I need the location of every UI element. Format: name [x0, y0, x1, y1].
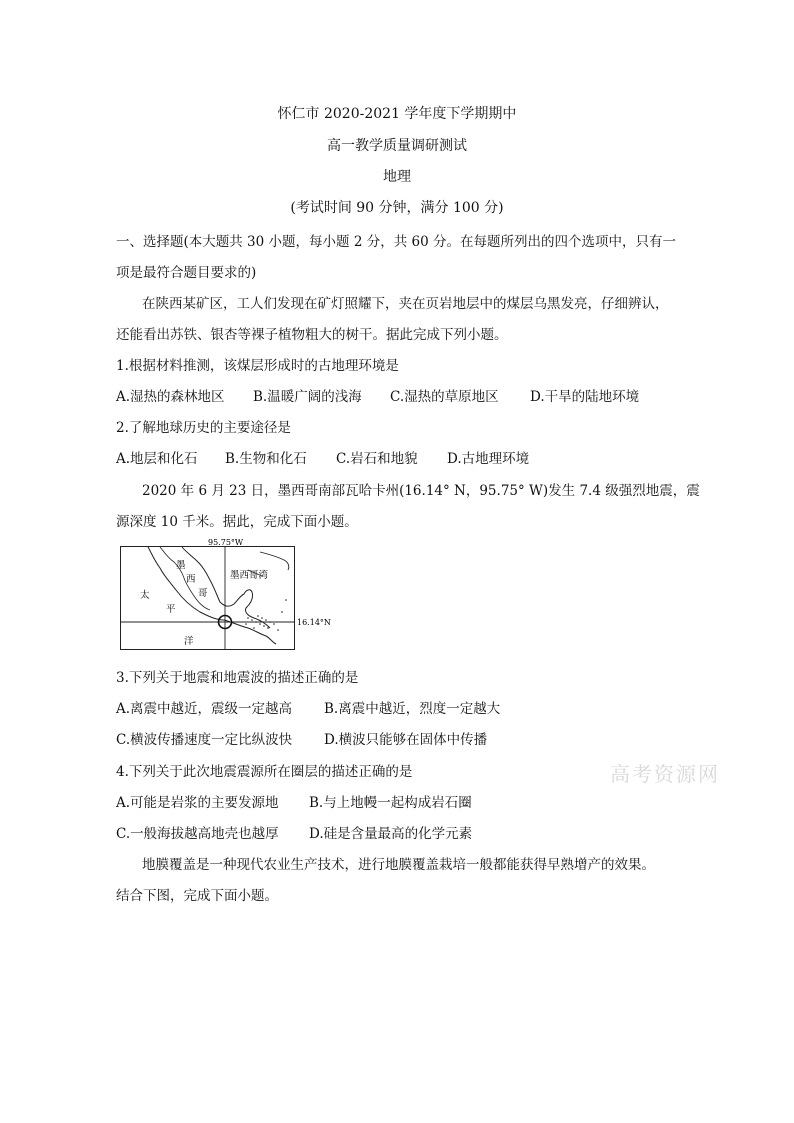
passage1-line2: 还能看出苏铁、银杏等裸子植物粗大的树干。据此完成下列小题。	[116, 327, 508, 343]
section-heading-line2: 项是最符合题目要求的)	[116, 265, 257, 281]
q3-option-a: A.离震中越近，震级一定越高	[116, 701, 293, 717]
q3-option-c: C.横波传播速度一定比纵波快	[116, 732, 293, 748]
exam-subtitle: 高一教学质量调研测试	[327, 138, 467, 154]
q2-option-a: A.地层和化石	[116, 451, 198, 467]
longitude-label: 95.75°W	[208, 538, 244, 547]
q1-stem: 1.根据材料推测，该煤层形成时的古地理环境是	[116, 358, 399, 374]
q4-option-d: D.硅是含量最高的化学元素	[309, 826, 473, 842]
section-heading-line1: 一、选择题(本大题共 30 小题，每小题 2 分，共 60 分。在每题所列出的四个选项中，只有一	[116, 234, 676, 250]
q1-option-d: D.干旱的陆地环境	[530, 389, 640, 405]
q4-option-c: C.一般海拔越高地壳也越厚	[116, 826, 279, 842]
map-label-pacific-2: 平	[166, 604, 176, 615]
watermark: 高考资源网	[610, 762, 720, 786]
q4-option-a: A.可能是岩浆的主要发源地	[116, 795, 279, 811]
latitude-label: 16.14°N	[297, 618, 331, 627]
cuba-outline	[260, 552, 289, 570]
passage3-line1: 地膜覆盖是一种现代农业生产技术，进行地膜覆盖栽培一般都能获得早熟增产的效果。	[142, 857, 655, 873]
q3-option-b: B.离震中越近，烈度一定越大	[324, 701, 501, 717]
map-label-pacific-3: 洋	[184, 636, 194, 647]
passage3-line2: 结合下图，完成下面小题。	[116, 888, 278, 904]
map-label-mexico-3: 哥	[198, 588, 208, 599]
q3-option-d: D.横波只能够在固体中传播	[324, 732, 488, 748]
q2-stem: 2.了解地球历史的主要途径是	[116, 420, 291, 436]
map-label-mexico-2: 西	[186, 574, 196, 585]
exam-title: 怀仁市 2020-2021 学年度下学期期中	[277, 106, 517, 122]
mexico-map	[120, 538, 331, 650]
map-label-mexico-1: 墨	[176, 560, 186, 571]
q4-option-b: B.与上地幔一起构成岩石圈	[309, 795, 472, 811]
q2-option-d: D.古地理环境	[447, 451, 530, 467]
map-label-pacific-1: 太	[140, 590, 150, 601]
map-label-gulf: 墨西哥湾	[230, 570, 269, 581]
passage2-line2: 源深度 10 千米。据此，完成下面小题。	[116, 514, 358, 530]
passage2-line1: 2020 年 6 月 23 日，墨西哥南部瓦哈卡州(16.14° N，95.75° W)发生 7.4 级强烈地震，震	[142, 483, 700, 499]
passage1-line1: 在陕西某矿区，工人们发现在矿灯照耀下，夹在页岩地层中的煤层乌黑发亮，仔细辨认，	[142, 296, 669, 312]
q3-stem: 3.下列关于地震和地震波的描述正确的是	[116, 670, 359, 686]
q1-option-c: C.湿热的草原地区	[390, 389, 499, 405]
q1-option-a: A.湿热的森林地区	[116, 389, 225, 405]
exam-subject: 地理	[383, 169, 411, 185]
q1-option-b: B.温暖广阔的浅海	[253, 389, 362, 405]
pacific-coastline	[148, 547, 276, 644]
q4-stem: 4.下列关于此次地震震源所在圈层的描述正确的是	[116, 764, 413, 780]
q2-option-c: C.岩石和地貌	[336, 451, 418, 467]
border-dots	[245, 599, 287, 631]
exam-info: (考试时间 90 分钟，满分 100 分)	[290, 200, 504, 216]
q2-option-b: B.生物和化石	[225, 451, 307, 467]
